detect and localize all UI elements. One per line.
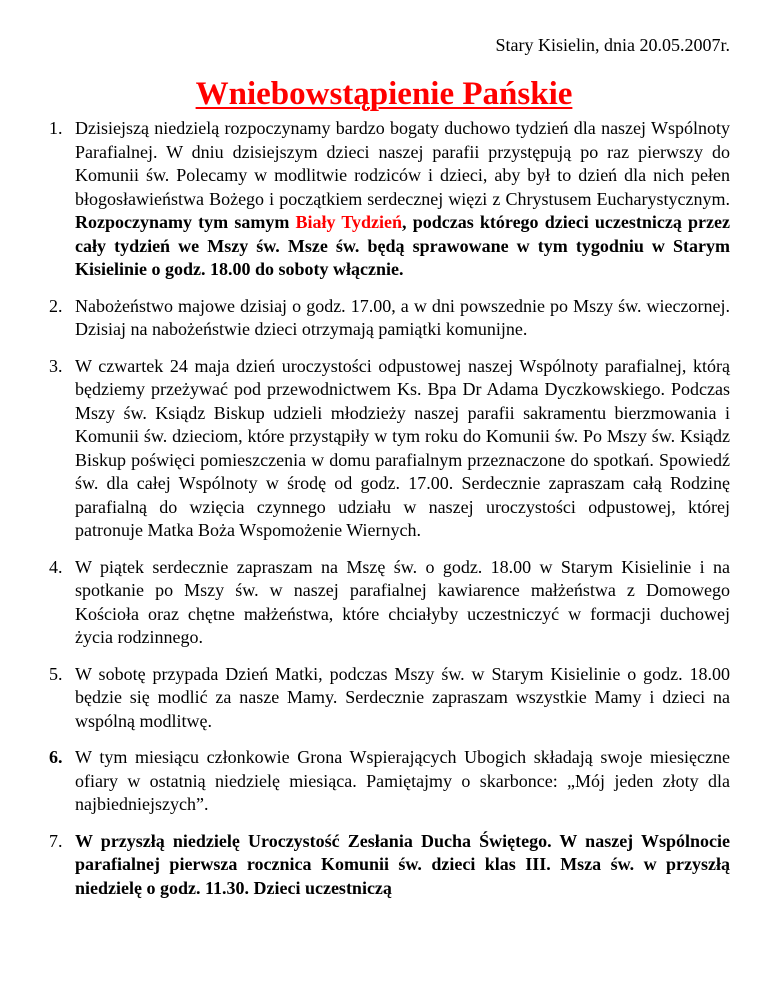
item-text-bold: W przyszłą niedzielę Uroczystość Zesłania Ducha Świętego. W naszej Wspólnocie parafialnej pierwsza rocznica Komunii św. dzieci klas III. Msza św. w przyszłą niedzielę o godz. 11.30. Dzieci uczestniczą: [75, 830, 730, 898]
list-item: [49, 746, 730, 817]
item-number: 3.: [49, 355, 63, 376]
item-text-plain: Dzisiejszą niedzielą rozpoczynamy bardzo bogaty duchowo tydzień dla naszej Wspólnoty Parafialnej. W dniu dzisiejszym dzieci naszej parafii przystępują po raz pierwszy do Komunii św. Polecamy w modlitwie rodziców i dzieci, aby był to dzień dla nich pełen błogosławieństwa Bożego i początkiem serdecznej więzi z Chrystusem Eucharystycznym.: [75, 118, 730, 209]
item-text-bold: , podczas którego dzieci uczestniczą przez cały tydzień we Mszy św. Msze św. będą sprawowane w tym tygodniu w Starym Kisielinie o godz. 18.00 do soboty włącznie.: [75, 212, 731, 279]
item-text: [75, 117, 730, 282]
item-text: W tym miesiącu członkowie Grona Wspierających Ubogich składają swoje miesięczne ofiary w ostatnią niedzielę miesiąca. Pamiętajmy o skarbonce: „Mój jeden złoty dla najbiedniejszych”.: [75, 747, 730, 814]
list-item: [49, 663, 730, 734]
item-text: W piątek serdecznie zapraszam na Mszę św. o godz. 18.00 w Starym Kisielinie i na spotkanie po Mszy św. w naszej parafialnej kawiarence małżeństwa z Domowego Kościoła oraz chętne małżeństwa, które chciałyby uczestniczyć w formacji duchowej życia rodzinnego.: [75, 556, 730, 647]
date-line: Stary Kisielin, dnia 20.05.2007r.: [495, 35, 730, 55]
item-text-bold: Rozpoczynamy tym samym: [75, 212, 290, 232]
list-item: [49, 295, 730, 342]
item-text: W sobotę przypada Dzień Matki, podczas Mszy św. w Starym Kisielinie o godz. 18.00 będzie się modlić za nasze Mamy. Serdecznie zapraszam wszystkie Mamy i dzieci na wspólną modlitwę.: [75, 663, 730, 731]
list-item: [49, 556, 730, 650]
item-number: 7.: [49, 830, 63, 851]
announcement-list: [49, 117, 730, 913]
list-item: [49, 117, 730, 282]
item-text: Nabożeństwo majowe dzisiaj o godz. 17.00, a w dni powszednie po Mszy św. wieczornej. Dzisiaj na nabożeństwie dzieci otrzymają pamiątki komunijne.: [75, 295, 730, 339]
item-number: 4.: [49, 556, 63, 577]
highlight-text: Biały Tydzień: [295, 212, 403, 232]
item-number: 5.: [49, 663, 63, 684]
item-number: 2.: [49, 295, 63, 316]
item-number: 1.: [49, 118, 63, 138]
list-item: [49, 830, 730, 901]
item-number: 6.: [49, 747, 63, 767]
page-title: Wniebowstąpienie Pańskie: [195, 76, 573, 112]
item-text: W czwartek 24 maja dzień uroczystości odpustowej naszej Wspólnoty parafialnej, którą będziemy przeżywać pod przewodnictwem Ks. Bpa Dr Adama Dyczkowskiego. Podczas Mszy św. Ksiądz Biskup udzieli młodzieży naszej parafii sakramentu bierzmowania i Komunii św. dzieciom, które przystąpiły w tym roku do Komunii św. Po Mszy św. Ksiądz Biskup poświęci pomieszczenia w domu parafialnym przeznaczone do spotkań. Spowiedź św. dla całej Wspólnoty w środę od godz. 17.00. Serdecznie zapraszam całą Rodzinę parafialną do wzięcia czynnego udziału w naszej uroczystości odpustowej, której patronuje Matka Boża Wspomożenie Wiernych.: [75, 355, 730, 540]
list-item: [49, 355, 730, 543]
